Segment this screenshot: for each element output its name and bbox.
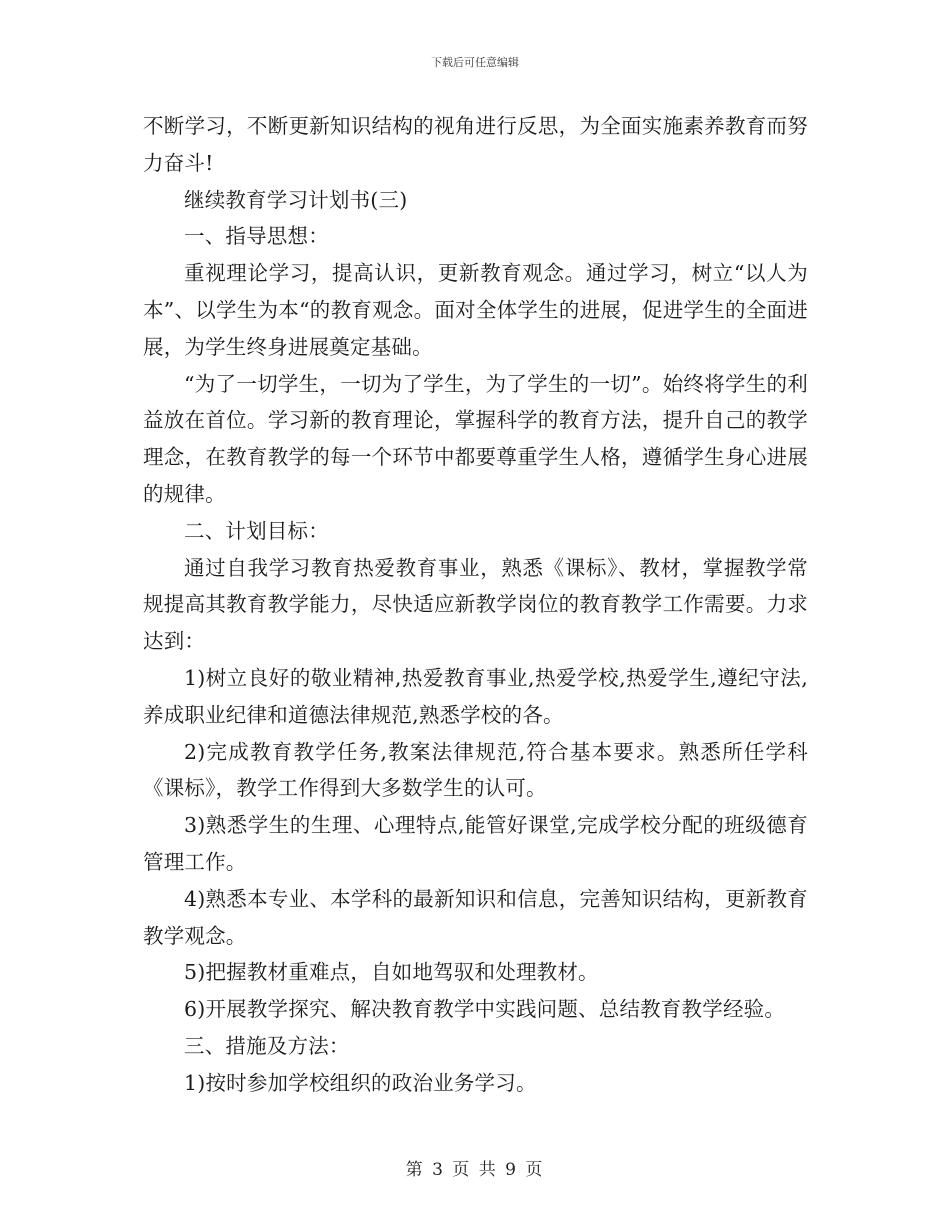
list-item: 2)完成教育教学任务,教案法律规范,符合基本要求。熟悉所任学科《课标》，教学工作得到大多数学生的认可。 [143, 739, 808, 801]
list-item: 3)熟悉学生的生理、心理特点,能管好课堂,完成学校分配的班级德育管理工作。 [143, 813, 808, 874]
list-item: 1)树立良好的敬业精神,热爱教育事业,热爱学校,热爱学生,遵纪守法,养成职业纪律和道德法律规范,熟悉学校的各。 [143, 665, 808, 727]
paragraph: 通过自我学习教育热爱教育事业，熟悉《课标》、教材，掌握教学常规提高其教育教学能力，尽快适应新教学岗位的教育教学工作需要。力求达到： [143, 555, 808, 654]
paragraph: 重视理论学习，提高认识，更新教育观念。通过学习，树立“以人为本”、以学生为本“的教育观念。面对全体学生的进展，促进学生的全面进展，为学生终身进展奠定基础。 [143, 261, 808, 359]
heading-plan-goals: 二、计划目标： [184, 518, 329, 543]
page-header: 下载后可任意编辑 [431, 56, 519, 69]
list-item: 6)开展教学探究、解决教育教学中实践问题、总结教育教学经验。 [184, 997, 786, 1022]
heading-guiding-thought: 一、指导思想： [184, 224, 329, 249]
heading-measures: 三、措施及方法： [184, 1033, 350, 1058]
list-item: 4)熟悉本专业、本学科的最新知识和信息，完善知识结构，更新教育教学观念。 [143, 886, 808, 948]
page-number: 第 3 页 共 9 页 [405, 1160, 545, 1180]
section-title: 继续教育学习计划书(三) [184, 187, 408, 212]
paragraph: “为了一切学生，一切为了学生，为了学生的一切”。始终将学生的利益放在首位。学习新的教育理论，掌握科学的教育方法，提升自己的教学理念，在教育教学的每一个环节中都要尊重学生人格，遵循学生身心进展的规律。 [143, 371, 808, 506]
list-item: 5)把握教材重难点，自如地驾驭和处理教材。 [184, 960, 599, 985]
paragraph: 不断学习，不断更新知识结构的视角进行反思，为全面实施素养教育而努力奋斗! [143, 114, 808, 175]
document-body [143, 108, 808, 1102]
list-item: 1)按时参加学校组织的政治业务学习。 [184, 1070, 537, 1095]
